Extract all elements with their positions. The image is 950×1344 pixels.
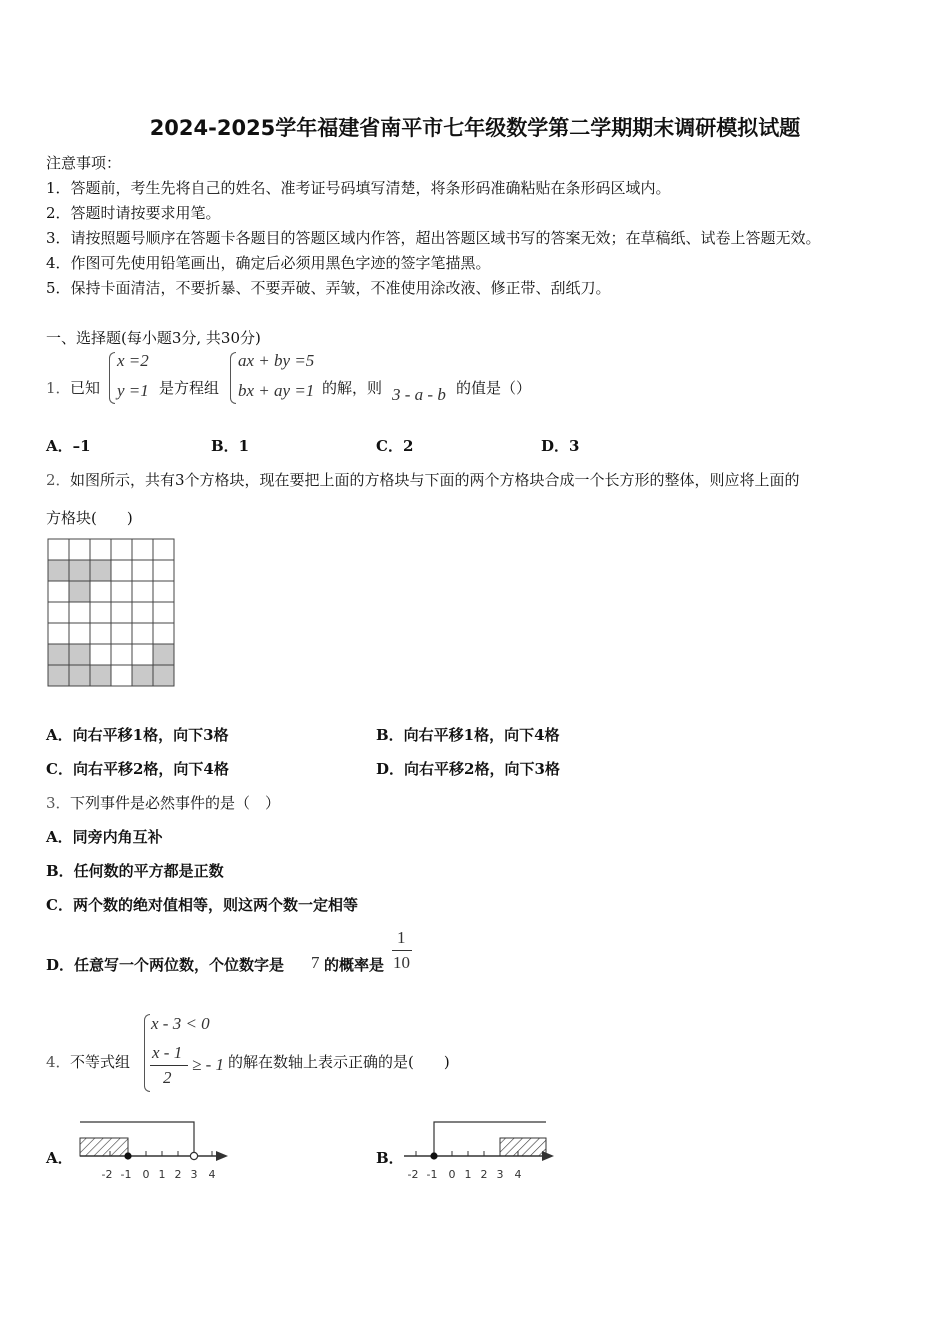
shaded-cell: [48, 560, 69, 581]
section-heading: 一、选择题(每小题3分, 共30分): [46, 329, 261, 347]
q3-option-d-text: 的概率是: [324, 956, 385, 974]
hatch-region: [500, 1138, 546, 1156]
closed-point: [430, 1152, 437, 1159]
tick-label: 2: [174, 1168, 182, 1181]
q2-option-d[interactable]: D．向右平移2格，向下3格: [376, 760, 560, 778]
shaded-cell: [153, 665, 174, 686]
shaded-cell: [69, 665, 90, 686]
shaded-cell: [90, 665, 111, 686]
page-title: 2024-2025学年福建省南平市七年级数学第二学期期末调研模拟试题: [149, 116, 801, 140]
shaded-cell: [69, 581, 90, 602]
tick-label: 4: [208, 1168, 216, 1181]
shaded-cell: [69, 644, 90, 665]
shaded-cell: [153, 644, 174, 665]
q2-option-c[interactable]: C．向右平移2格，向下4格: [46, 760, 229, 778]
notice-item: 4．作图可先使用铅笔画出，确定后必须用黑色字迹的签字笔描黑。: [46, 254, 491, 272]
q3-option-b[interactable]: B．任何数的平方都是正数: [46, 862, 224, 880]
q1-expression: 3 - a - b: [392, 385, 446, 404]
brace-symbol: [144, 1014, 150, 1092]
q3-option-c[interactable]: C．两个数的绝对值相等，则这两个数一定相等: [46, 896, 358, 914]
q4-post: 的解在数轴上表示正确的是( ): [228, 1053, 450, 1071]
tick-label: 0: [448, 1168, 456, 1181]
tick-label: 4: [514, 1168, 522, 1181]
fraction-bar: [392, 950, 412, 951]
tick-label: 1: [464, 1168, 472, 1181]
notice-item: 2．答题时请按要求用笔。: [46, 204, 221, 222]
tick-label: -2: [407, 1168, 419, 1181]
notice-item: 1．答题前，考生先将自己的姓名、准考证号码填写清楚，将条形码准确粘贴在条形码区域内。: [46, 179, 671, 197]
shaded-cell: [48, 665, 69, 686]
q3-option-a[interactable]: A．同旁内角互补: [46, 828, 163, 846]
q1-option-a[interactable]: A．–1: [46, 437, 91, 455]
question-number: 2．: [46, 471, 71, 489]
q1-sys2-eq2: bx + ay =1: [238, 381, 315, 400]
q4-ineq2-numerator: x - 1: [152, 1043, 183, 1062]
arrow-head: [216, 1151, 228, 1161]
notice-item: 3．请按照题号顺序在答题卡各题目的答题区域内作答，超出答题区域书写的答案无效；在草稿纸、试卷上答题无效。: [46, 229, 821, 247]
tick-label: 3: [190, 1168, 198, 1181]
q1-pre: 已知: [70, 379, 101, 397]
q4-pre: 不等式组: [70, 1053, 131, 1071]
q1-sys1-eq1: x =2: [117, 351, 149, 370]
number-line-b: [398, 1118, 558, 1184]
fraction-denominator: 10: [393, 953, 410, 972]
tick-label: 2: [480, 1168, 488, 1181]
q4-ineq2-rhs: ≥ - 1: [192, 1055, 224, 1074]
hatch-region: [80, 1138, 128, 1156]
shaded-cell: [132, 665, 153, 686]
number-line-a: [72, 1118, 232, 1184]
q2-option-b[interactable]: B．向右平移1格，向下4格: [376, 726, 560, 744]
notice-heading: 注意事项：: [46, 154, 122, 172]
arrow-head: [542, 1151, 554, 1161]
q1-post1: 的解，则: [322, 379, 383, 397]
fraction-bar: [150, 1065, 188, 1066]
q1-sys2-eq1: ax + by =5: [238, 351, 315, 370]
q3-option-d[interactable]: D．任意写一个两位数，个位数字是: [46, 956, 285, 974]
tick-label: 3: [496, 1168, 504, 1181]
q2-stem-line2: 方格块( ): [46, 509, 133, 527]
tick-label: -1: [426, 1168, 438, 1181]
closed-point: [124, 1152, 131, 1159]
question-number: 1．: [46, 379, 71, 397]
q4-option-b[interactable]: B．: [376, 1149, 404, 1167]
q1-option-d[interactable]: D．3: [541, 437, 580, 455]
q4-option-a[interactable]: A．: [46, 1149, 73, 1167]
open-point: [190, 1152, 197, 1159]
question-number: 3．: [46, 794, 71, 812]
question-number: 4．: [46, 1053, 71, 1071]
shaded-cell: [69, 560, 90, 581]
q4-ineq2-denominator: 2: [163, 1068, 172, 1087]
q2-stem-line1: 如图所示，共有3个方格块，现在要把上面的方格块与下面的两个方格块合成一个长方形的整体，则应将上面的: [70, 471, 800, 489]
notice-item: 5．保持卡面清洁，不要折暴、不要弄破、弄皱，不准使用涂改液、修正带、刮纸刀。: [46, 279, 611, 297]
grid-figure: [46, 537, 178, 689]
shaded-cell: [48, 644, 69, 665]
q1-post2: 的值是（）: [456, 379, 532, 397]
q1-mid: 是方程组: [159, 379, 220, 397]
q3-stem: 下列事件是必然事件的是（ ）: [70, 794, 281, 812]
tick-label: 1: [158, 1168, 166, 1181]
fraction-numerator: 1: [397, 928, 406, 947]
brace-symbol: [230, 352, 236, 404]
tick-label: 0: [142, 1168, 150, 1181]
q2-option-a[interactable]: A．向右平移1格，向下3格: [46, 726, 229, 744]
q1-sys1-eq2: y =1: [117, 381, 149, 400]
brace-symbol: [109, 352, 115, 404]
q1-option-b[interactable]: B．1: [211, 437, 250, 455]
q4-ineq1: x - 3 < 0: [151, 1014, 210, 1033]
shaded-cell: [90, 560, 111, 581]
tick-label: -2: [101, 1168, 113, 1181]
q1-option-c[interactable]: C．2: [376, 437, 414, 455]
q3-digit: 7: [311, 953, 320, 972]
tick-label: -1: [120, 1168, 132, 1181]
